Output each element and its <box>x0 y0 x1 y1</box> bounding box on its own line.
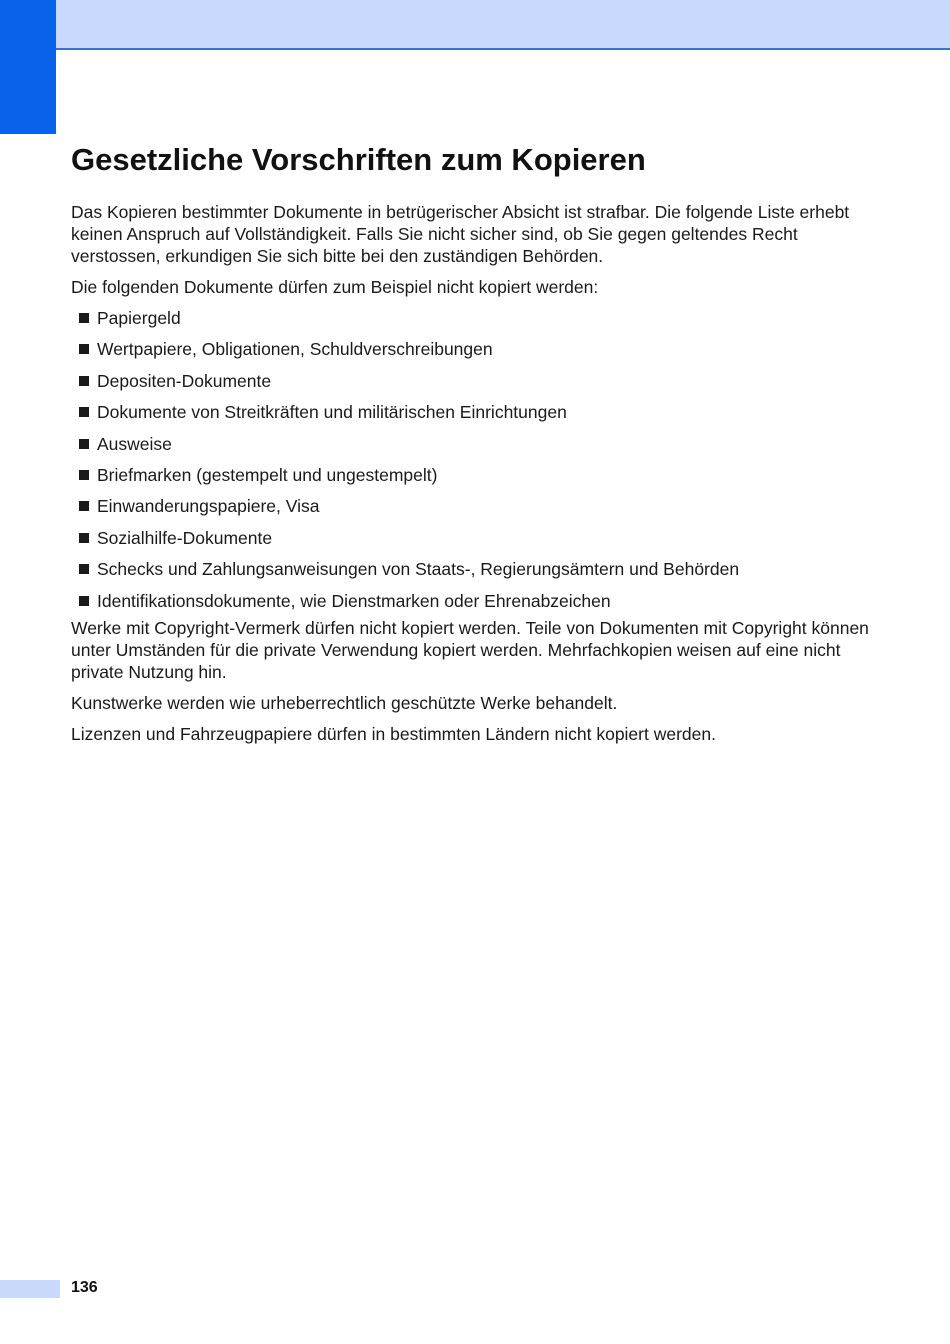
list-item-text: Papiergeld <box>97 308 181 328</box>
square-bullet-icon <box>79 407 89 417</box>
list-item-text: Schecks und Zahlungsanweisungen von Staats-, Regierungsämtern und Behörden <box>97 559 740 580</box>
page-title: Gesetzliche Vorschriften zum Kopieren <box>71 142 646 177</box>
page-content <box>71 141 871 754</box>
list-item-text: Sozialhilfe-Dokumente <box>97 527 273 548</box>
list-item-text: Depositen-Dokumente <box>97 370 272 391</box>
list-intro-paragraph: Die folgenden Dokumente dürfen zum Beispiel nicht kopiert werden: <box>71 277 599 297</box>
page-number: 136 <box>71 1279 98 1296</box>
list-item <box>71 433 871 455</box>
square-bullet-icon <box>79 501 89 511</box>
square-bullet-icon <box>79 439 89 449</box>
list-item <box>71 370 871 392</box>
list-item <box>71 590 871 612</box>
list-item <box>71 338 871 360</box>
list-item <box>71 558 871 580</box>
list-item-text: Dokumente von Streitkräften und militärischen Einrichtungen <box>97 402 567 423</box>
footer-band <box>0 1280 60 1298</box>
square-bullet-icon <box>79 564 89 574</box>
list-item <box>71 527 871 549</box>
licenses-paragraph: Lizenzen und Fahrzeugpapiere dürfen in bestimmten Ländern nicht kopiert werden. <box>71 723 716 744</box>
list-item-text: Einwanderungspapiere, Visa <box>97 496 320 517</box>
header-band <box>56 0 950 50</box>
list-item-text: Identifikationsdokumente, wie Dienstmarken oder Ehrenabzeichen <box>97 590 611 611</box>
list-item-text: Ausweise <box>97 433 172 454</box>
square-bullet-icon <box>79 313 89 323</box>
square-bullet-icon <box>79 470 89 480</box>
list-item <box>71 495 871 517</box>
list-item-text: Briefmarken (gestempelt und ungestempelt) <box>97 464 438 485</box>
list-item <box>71 464 871 486</box>
square-bullet-icon <box>79 344 89 354</box>
chapter-tab <box>0 0 56 134</box>
art-paragraph: Kunstwerke werden wie urheberrechtlich geschützte Werke behandelt. <box>71 692 618 713</box>
list-item <box>71 401 871 423</box>
square-bullet-icon <box>79 533 89 543</box>
list-item-text: Wertpapiere, Obligationen, Schuldverschreibungen <box>97 339 493 360</box>
square-bullet-icon <box>79 376 89 386</box>
intro-paragraph: Das Kopieren bestimmter Dokumente in betrügerischer Absicht ist strafbar. Die folgende Liste erhebt keinen Anspruch auf Vollständigkeit. Falls Sie nicht sicher sind, ob Sie gegen geltendes Recht verstossen, erkundigen Sie sich bitte bei den zuständigen Behörden. <box>71 202 850 266</box>
copyright-paragraph: Werke mit Copyright-Vermerk dürfen nicht kopiert werden. Teile von Dokumenten mit Copyright können unter Umständen für die private Verwendung kopiert werden. Mehrfachkopien weisen auf eine nicht private Nutzung hin. <box>71 617 869 682</box>
list-item <box>71 307 871 329</box>
square-bullet-icon <box>79 596 89 606</box>
document-list <box>71 307 871 612</box>
